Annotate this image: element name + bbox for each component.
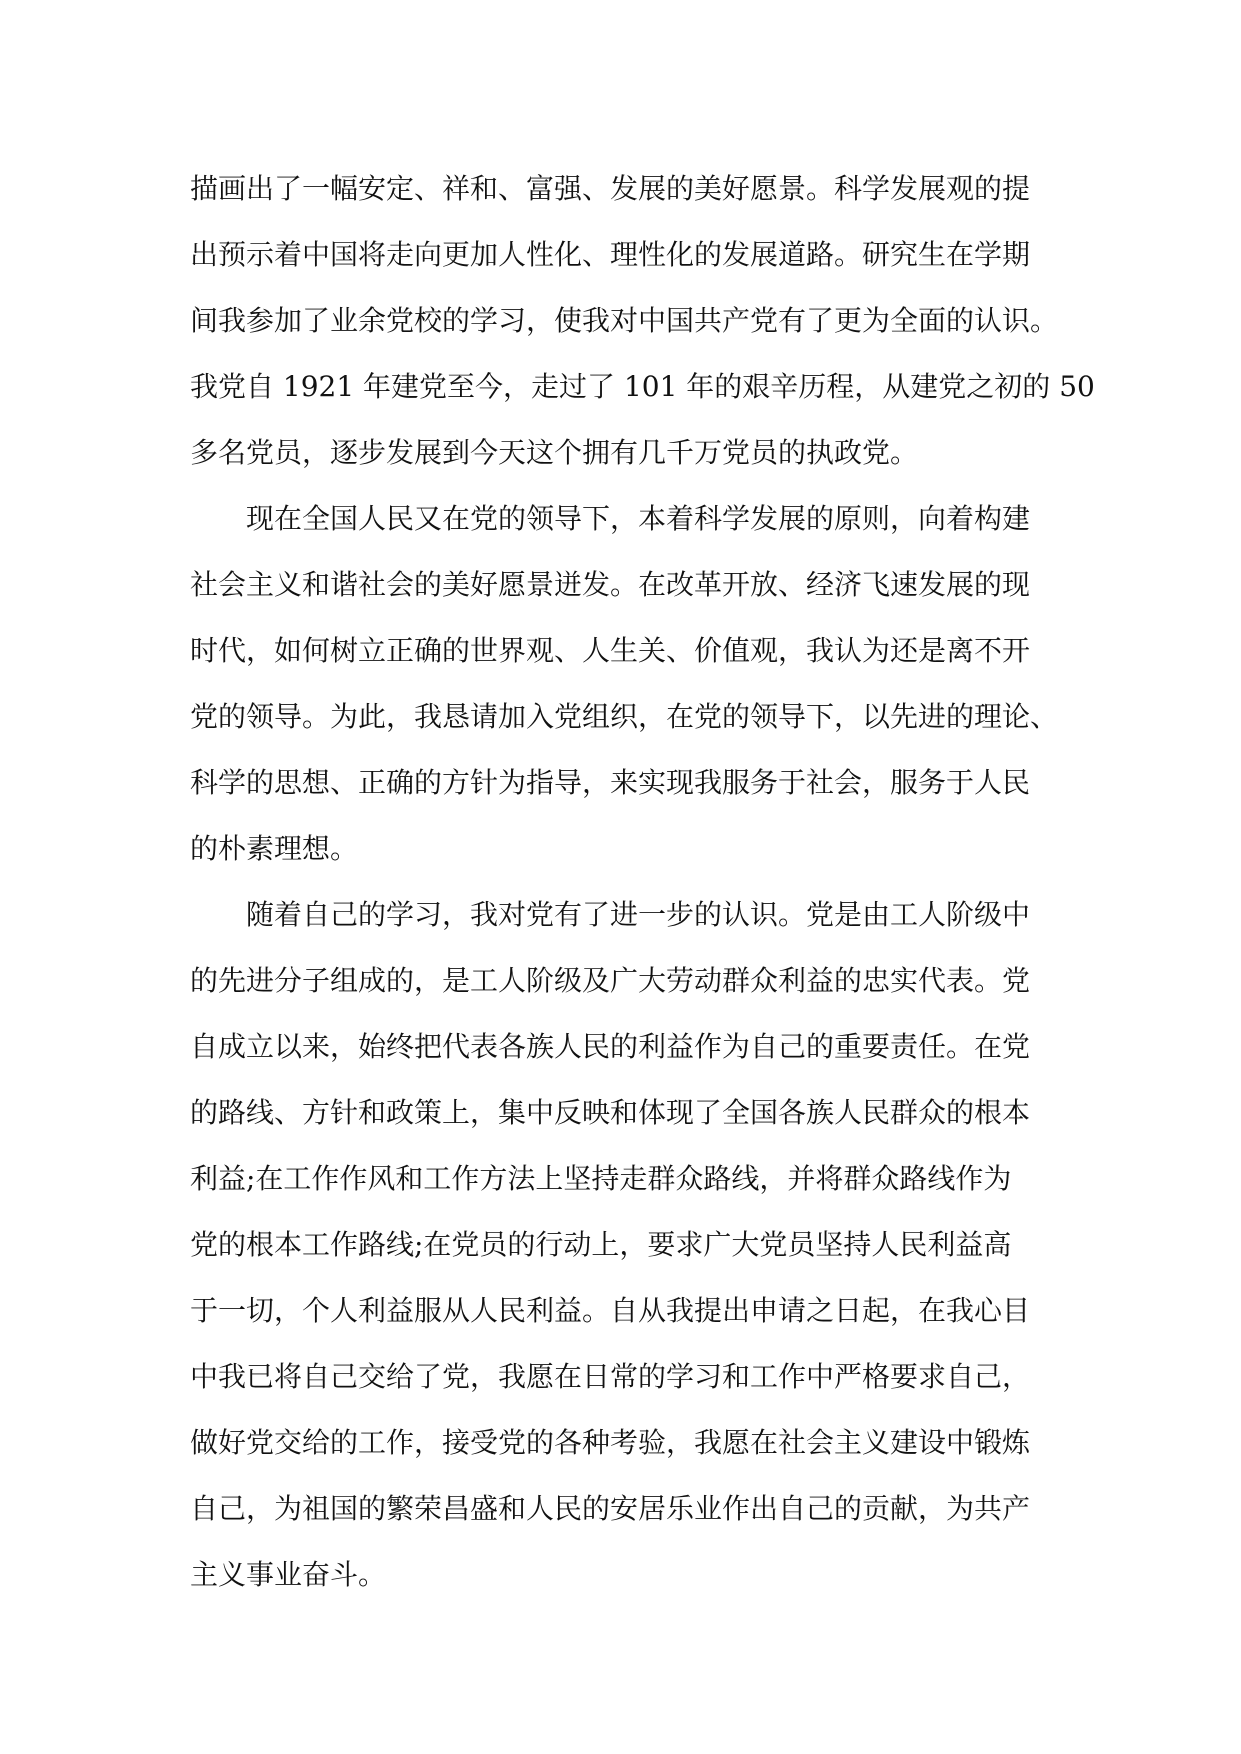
text-line: 自己，为祖国的繁荣昌盛和人民的安居乐业作出自己的贡献，为共产 <box>190 1492 1031 1525</box>
text-line: 利益;在工作作风和工作方法上坚持走群众路线，并将群众路线作为 <box>190 1162 1012 1195</box>
text-line: 社会主义和谐社会的美好愿景迸发。在改革开放、经济飞速发展的现 <box>190 568 1031 601</box>
text-line: 科学的思想、正确的方针为指导，来实现我服务于社会，服务于人民 <box>190 766 1031 799</box>
text-line: 的朴素理想。 <box>190 832 359 865</box>
text-line: 我党自 1921 年建党至今，走过了 101 年的艰辛历程，从建党之初的 50 <box>190 370 1095 403</box>
text-line: 描画出了一幅安定、祥和、富强、发展的美好愿景。科学发展观的提 <box>190 172 1031 205</box>
text-line: 于一切，个人利益服从人民利益。自从我提出申请之日起，在我心目 <box>190 1294 1031 1327</box>
paragraph-1 <box>190 156 1095 486</box>
text-line: 党的根本工作路线;在党员的行动上，要求广大党员坚持人民利益高 <box>190 1228 1012 1261</box>
text-line: 随着自己的学习，我对党有了进一步的认识。党是由工人阶级中 <box>246 898 1031 931</box>
text-line: 的路线、方针和政策上，集中反映和体现了全国各族人民群众的根本 <box>190 1096 1031 1129</box>
text-line: 间我参加了业余党校的学习，使我对中国共产党有了更为全面的认识。 <box>190 304 1059 337</box>
text-line: 党的领导。为此，我恳请加入党组织，在党的领导下，以先进的理论、 <box>190 700 1059 733</box>
document-body <box>190 156 1095 1608</box>
text-line: 多名党员，逐步发展到今天这个拥有几千万党员的执政党。 <box>190 436 919 469</box>
text-line: 现在全国人民又在党的领导下，本着科学发展的原则，向着构建 <box>246 502 1031 535</box>
text-line: 主义事业奋斗。 <box>190 1558 387 1591</box>
paragraph-2 <box>190 486 1060 882</box>
text-line: 中我已将自己交给了党，我愿在日常的学习和工作中严格要求自己， <box>190 1360 1031 1393</box>
text-line: 的先进分子组成的，是工人阶级及广大劳动群众利益的忠实代表。党 <box>190 964 1031 997</box>
text-line: 出预示着中国将走向更加人性化、理性化的发展道路。研究生在学期 <box>190 238 1031 271</box>
text-line: 自成立以来，始终把代表各族人民的利益作为自己的重要责任。在党 <box>190 1030 1031 1063</box>
paragraph-3 <box>190 882 1060 1608</box>
text-line: 时代，如何树立正确的世界观、人生关、价值观，我认为还是离不开 <box>190 634 1031 667</box>
text-line: 做好党交给的工作，接受党的各种考验，我愿在社会主义建设中锻炼 <box>190 1426 1031 1459</box>
